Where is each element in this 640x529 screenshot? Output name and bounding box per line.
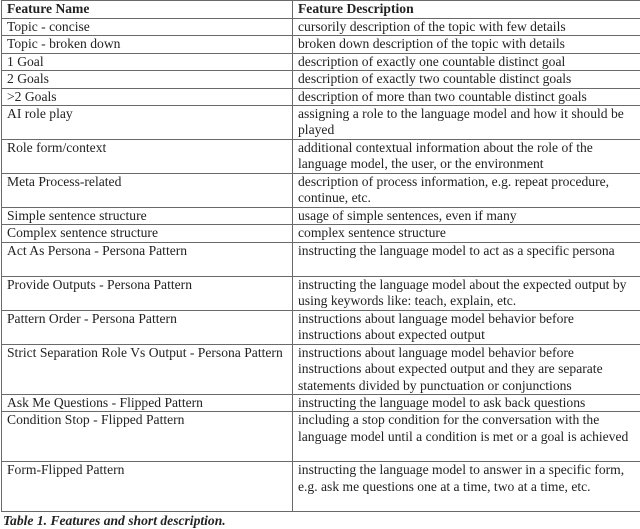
table-row bbox=[2, 395, 640, 412]
feature-description-cell: assigning a role to the language model and how it should be played bbox=[293, 106, 640, 140]
feature-name-cell: Strict Separation Role Vs Output - Persona Pattern bbox=[2, 344, 293, 394]
feature-description-cell: description of exactly one countable distinct goal bbox=[293, 53, 640, 70]
feature-name-cell: AI role play bbox=[2, 106, 293, 140]
feature-description-cell: instructing the language model about the expected output by using keywords like: teach, explain, etc. bbox=[293, 276, 640, 310]
feature-name-cell: Provide Outputs - Persona Pattern bbox=[2, 276, 293, 310]
feature-name-cell: Form-Flipped Pattern bbox=[2, 462, 293, 512]
feature-description-cell: description of exactly two countable distinct goals bbox=[293, 71, 640, 88]
feature-name-cell: Topic - concise bbox=[2, 19, 293, 36]
table-row bbox=[2, 106, 640, 140]
table-row bbox=[2, 310, 640, 344]
table-row bbox=[2, 225, 640, 242]
feature-name-cell: Act As Persona - Persona Pattern bbox=[2, 242, 293, 276]
table-row bbox=[2, 462, 640, 512]
table-row bbox=[2, 36, 640, 53]
feature-description-cell: cursorily description of the topic with few details bbox=[293, 19, 640, 36]
feature-description-cell: description of process information, e.g. repeat procedure, continue, etc. bbox=[293, 174, 640, 208]
feature-description-cell: broken down description of the topic with details bbox=[293, 36, 640, 53]
feature-name-cell: Pattern Order - Persona Pattern bbox=[2, 310, 293, 344]
feature-name-cell: Complex sentence structure bbox=[2, 225, 293, 242]
features-table bbox=[1, 0, 640, 512]
feature-description-cell: instructing the language model to act as a specific persona bbox=[293, 242, 640, 276]
feature-description-cell: usage of simple sentences, even if many bbox=[293, 208, 640, 225]
feature-name-cell: 2 Goals bbox=[2, 71, 293, 88]
feature-description-cell: instructing the language model to ask back questions bbox=[293, 395, 640, 412]
table-row bbox=[2, 276, 640, 310]
feature-name-cell: Meta Process-related bbox=[2, 174, 293, 208]
feature-name-cell: 1 Goal bbox=[2, 53, 293, 70]
feature-name-cell: Simple sentence structure bbox=[2, 208, 293, 225]
feature-description-cell: instructing the language model to answer in a specific form, e.g. ask me questions one at a time, two at a time, etc. bbox=[293, 462, 640, 512]
table-row bbox=[2, 174, 640, 208]
header-feature-description: Feature Description bbox=[293, 1, 640, 19]
table-row bbox=[2, 88, 640, 105]
feature-name-cell: Ask Me Questions - Flipped Pattern bbox=[2, 395, 293, 412]
table-row bbox=[2, 140, 640, 174]
feature-name-cell: Condition Stop - Flipped Pattern bbox=[2, 412, 293, 462]
table-row bbox=[2, 412, 640, 462]
feature-description-cell: additional contextual information about the role of the language model, the user, or the environment bbox=[293, 140, 640, 174]
feature-description-cell: description of more than two countable distinct goals bbox=[293, 88, 640, 105]
table-row bbox=[2, 71, 640, 88]
feature-description-cell: including a stop condition for the conversation with the language model until a condition is met or a goal is achieved bbox=[293, 412, 640, 462]
feature-name-cell: Role form/context bbox=[2, 140, 293, 174]
table-row bbox=[2, 242, 640, 276]
table-row bbox=[2, 208, 640, 225]
header-row bbox=[2, 1, 640, 19]
feature-description-cell: instructions about language model behavior before instructions about expected output bbox=[293, 310, 640, 344]
feature-description-cell: complex sentence structure bbox=[293, 225, 640, 242]
header-feature-name: Feature Name bbox=[2, 1, 293, 19]
feature-name-cell: Topic - broken down bbox=[2, 36, 293, 53]
feature-description-cell: instructions about language model behavior before instructions about expected output and they are separate statements divided by punctuation or conjunctions bbox=[293, 344, 640, 394]
feature-name-cell: >2 Goals bbox=[2, 88, 293, 105]
table-row bbox=[2, 53, 640, 70]
table-caption: Table 1. Features and short description. bbox=[3, 513, 640, 529]
table-row bbox=[2, 19, 640, 36]
table-row bbox=[2, 344, 640, 394]
